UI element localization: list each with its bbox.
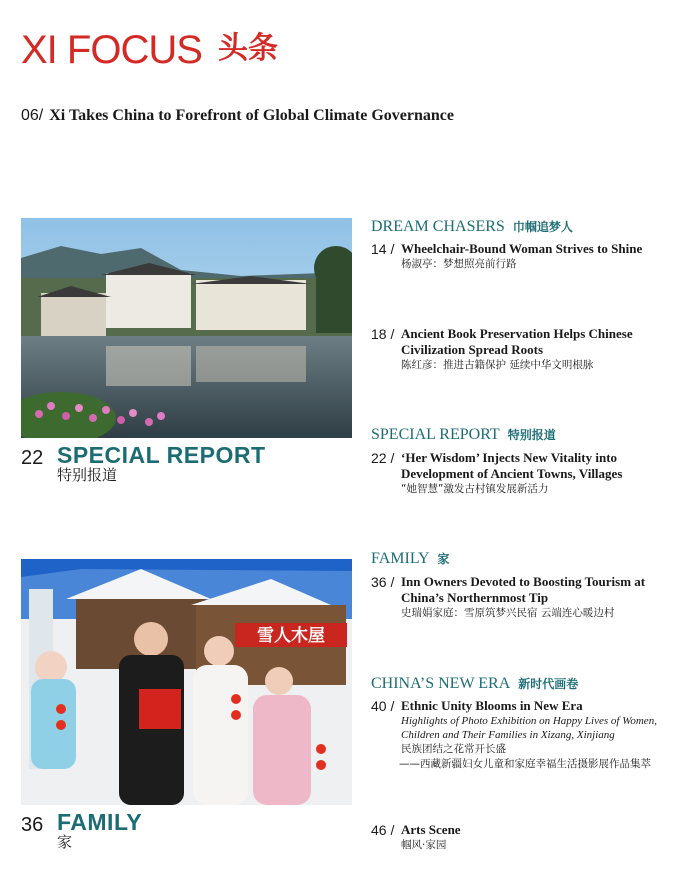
toc-item-title-cn: 陈红彦：推进古籍保护 延续中华文明根脉 — [401, 359, 594, 371]
toc-item-title-cn: 帼风·家园 — [401, 839, 447, 851]
section-special-report — [371, 426, 556, 444]
family-photo — [21, 559, 352, 805]
feature-title-family[interactable]: FAMILY — [57, 809, 143, 835]
lead-story-title: Xi Takes China to Forefront of Global Climate Governance — [49, 107, 454, 124]
toc-item-18[interactable] — [371, 326, 671, 373]
toc-item-36[interactable] — [371, 574, 671, 621]
masthead-title-cn: 头条 — [218, 31, 278, 66]
toc-item-22[interactable] — [371, 450, 671, 497]
toc-item-page: 22 / — [371, 450, 395, 466]
section-title: DREAM CHASERS — [371, 218, 505, 235]
toc-item-40[interactable] — [371, 698, 671, 772]
section-title-cn: 家 — [437, 552, 450, 566]
section-title-cn: 巾帼追梦人 — [512, 220, 573, 234]
inn-sign-text: 雪人木屋 — [257, 626, 325, 646]
masthead-title: XI FOCUS — [21, 28, 202, 72]
toc-item-title-cn: 史瑞娟家庭：雪原筑梦兴民宿 云端连心暖边村 — [401, 607, 615, 619]
section-new-era — [371, 675, 578, 693]
toc-item-subtitle: Highlights of Photo Exhibition on Happy Lives of Women, Children and Their Families in Xizang, Xinjiang — [401, 715, 657, 741]
feature-title-cn-family: 家 — [57, 833, 73, 851]
toc-item-page: 40 / — [371, 698, 395, 714]
section-title: FAMILY — [371, 550, 430, 567]
toc-item-title-cn: 民族团结之花常开长盛 — [401, 743, 506, 755]
toc-item-title: Wheelchair-Bound Woman Strives to Shine — [401, 241, 643, 256]
toc-item-title: Inn Owners Devoted to Boosting Tourism at China’s Northernmost Tip — [401, 574, 646, 605]
lead-story[interactable] — [21, 106, 454, 126]
section-title: CHINA’S NEW ERA — [371, 675, 511, 692]
section-dream-chasers — [371, 218, 573, 236]
toc-item-title-cn: 杨淑亭：梦想照亮前行路 — [401, 258, 517, 270]
section-title-cn: 特别报道 — [507, 428, 556, 442]
toc-item-title: Ancient Book Preservation Helps Chinese Civilization Spread Roots — [401, 326, 633, 357]
section-family — [371, 550, 450, 568]
lead-story-page: 06/ — [21, 107, 44, 124]
toc-item-page: 18 / — [371, 326, 395, 342]
toc-item-title-cn: “她智慧”激发古村镇发展新活力 — [401, 483, 549, 495]
toc-item-page: 46 / — [371, 822, 395, 838]
toc-item-title: Ethnic Unity Blooms in New Era — [401, 698, 583, 713]
toc-item-title: ‘Her Wisdom’ Injects New Vitality into Development of Ancient Towns, Villages — [401, 450, 623, 481]
section-title-cn: 新时代画卷 — [518, 677, 579, 691]
feature-page-family: 36 — [21, 814, 44, 836]
feature-page-special: 22 — [21, 447, 44, 469]
ancient-village-photo — [21, 218, 352, 438]
section-title: SPECIAL REPORT — [371, 426, 500, 443]
toc-item-page: 14 / — [371, 241, 395, 257]
feature-title-cn-special: 特别报道 — [57, 466, 118, 484]
toc-item-title: Arts Scene — [401, 822, 461, 837]
toc-item-page: 36 / — [371, 574, 395, 590]
feature-title-special[interactable]: SPECIAL REPORT — [57, 442, 266, 468]
toc-item-46[interactable] — [371, 822, 671, 853]
toc-item-title-cn-2: ——西藏新疆妇女儿童和家庭幸福生活摄影展作品集萃 — [399, 758, 651, 770]
toc-item-14[interactable] — [371, 241, 671, 272]
